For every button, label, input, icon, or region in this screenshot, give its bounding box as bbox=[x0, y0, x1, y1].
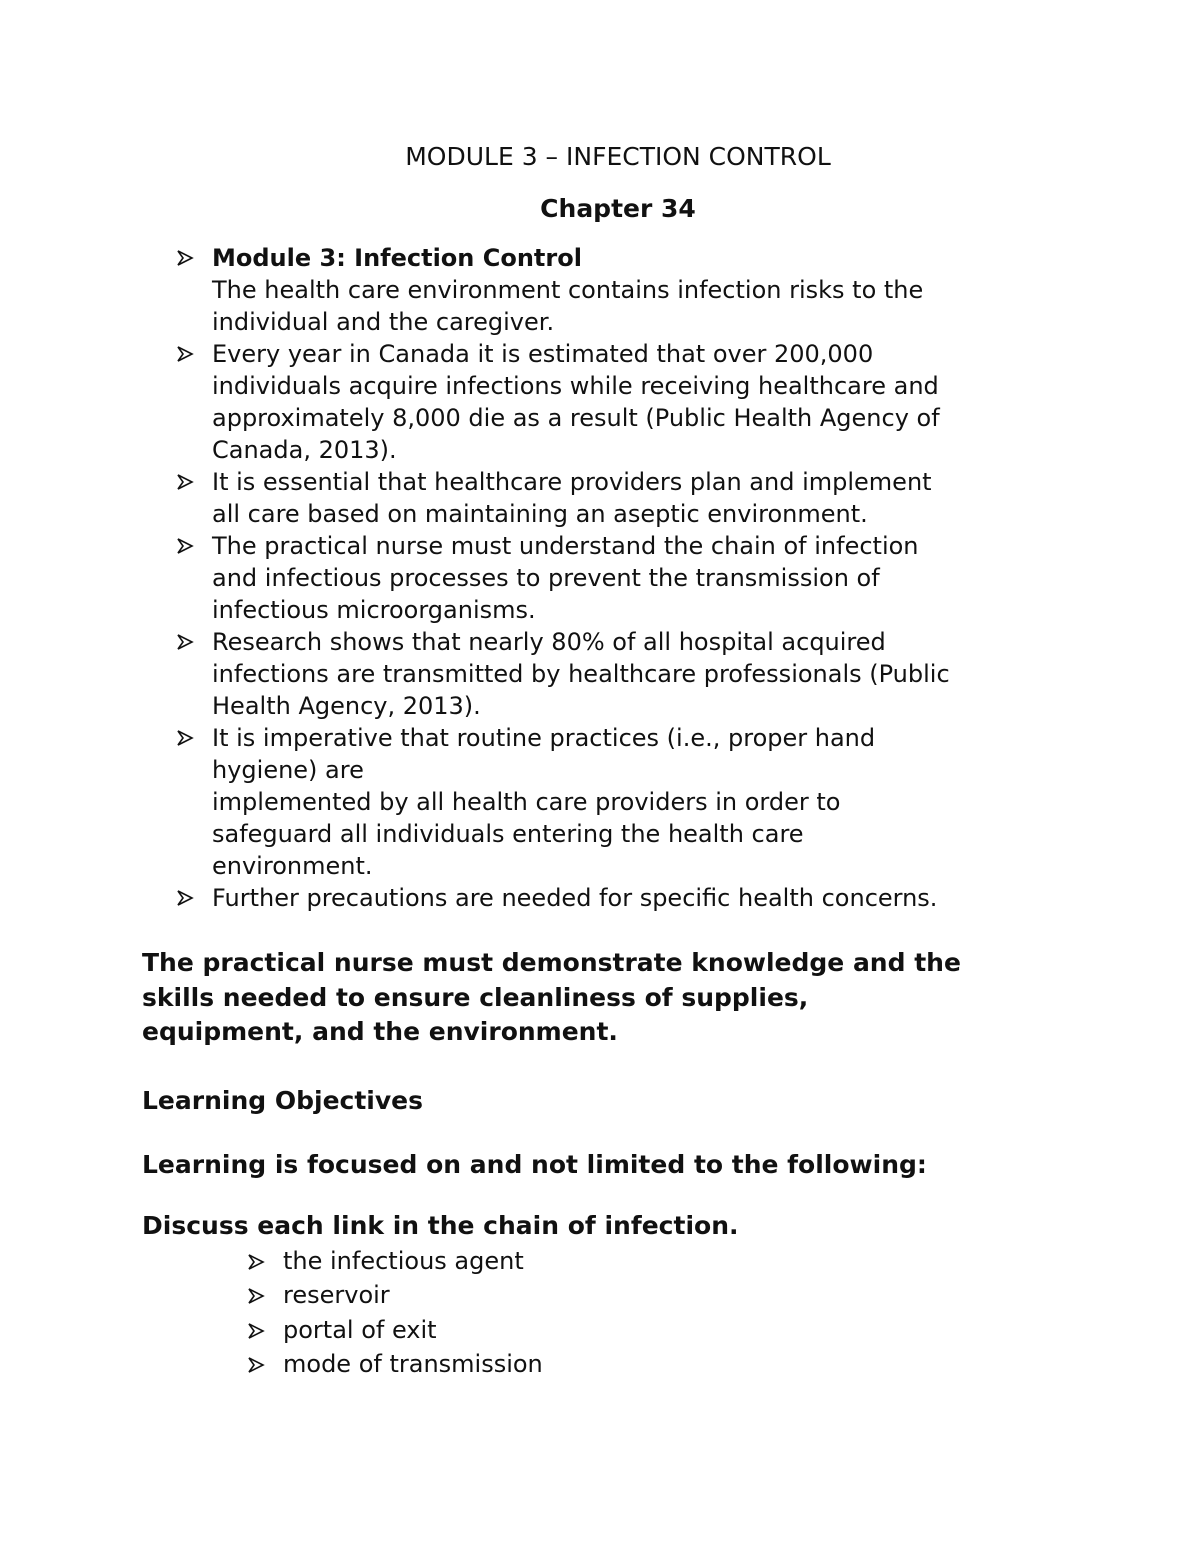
bullet-line: approximately 8,000 die as a result (Public Health Agency of bbox=[212, 404, 940, 432]
chain-link-label: the infectious agent bbox=[283, 1247, 524, 1275]
arrowhead-bullet-icon bbox=[176, 626, 200, 658]
arrowhead-bullet-icon bbox=[176, 242, 200, 274]
bullet-line: infectious microorganisms. bbox=[212, 596, 536, 624]
arrowhead-bullet-icon bbox=[247, 1347, 271, 1381]
bullet-item bbox=[0, 722, 1200, 882]
chain-link-label: mode of transmission bbox=[283, 1349, 543, 1378]
arrowhead-bullet-icon bbox=[176, 338, 200, 370]
bullet-line: Every year in Canada it is estimated that over 200,000 bbox=[212, 340, 874, 368]
bullet-item bbox=[0, 242, 1200, 338]
chain-link-item bbox=[0, 1278, 1200, 1312]
learning-objectives-heading: Learning Objectives bbox=[142, 1086, 423, 1115]
bullet-line: implemented by all health care providers in order to bbox=[212, 788, 841, 816]
bullet-line: It is essential that healthcare providers plan and implement bbox=[212, 468, 932, 496]
chain-link-label: reservoir bbox=[283, 1281, 390, 1310]
bullet-line: individuals acquire infections while receiving healthcare and bbox=[212, 372, 939, 400]
bullet-item bbox=[0, 466, 1200, 530]
emphasis-paragraph bbox=[142, 946, 961, 1050]
bullet-line: Research shows that nearly 80% of all hospital acquired bbox=[212, 628, 886, 656]
emphasis-line: equipment, and the environment. bbox=[142, 1017, 618, 1046]
chain-link-item bbox=[0, 1347, 1200, 1381]
emphasis-line: The practical nurse must demonstrate knowledge and the bbox=[142, 948, 961, 977]
bullet-line: safeguard all individuals entering the health care bbox=[212, 820, 804, 848]
chain-link-item bbox=[0, 1313, 1200, 1347]
bullet-line: Canada, 2013). bbox=[212, 436, 397, 464]
bullet-item bbox=[0, 338, 1200, 466]
chain-of-infection-heading: Discuss each link in the chain of infection. bbox=[142, 1211, 739, 1240]
bullet-line: and infectious processes to prevent the transmission of bbox=[212, 564, 880, 592]
document-title: MODULE 3 – INFECTION CONTROL bbox=[405, 142, 831, 171]
arrowhead-bullet-icon bbox=[247, 1244, 271, 1278]
bullet-line: environment. bbox=[212, 852, 373, 880]
arrowhead-bullet-icon bbox=[247, 1278, 271, 1312]
arrowhead-bullet-icon bbox=[176, 466, 200, 498]
bullet-item bbox=[0, 882, 1200, 914]
chain-link-label: portal of exit bbox=[283, 1315, 437, 1344]
bullet-line: hygiene) are bbox=[212, 756, 364, 784]
bullet-item bbox=[0, 626, 1200, 722]
bullet-heading: Module 3: Infection Control bbox=[212, 244, 582, 272]
bullet-line: The health care environment contains infection risks to the bbox=[212, 276, 924, 304]
bullet-line: The practical nurse must understand the chain of infection bbox=[212, 532, 919, 560]
bullet-line: infections are transmitted by healthcare professionals (Public bbox=[212, 660, 950, 688]
bullet-line: individual and the caregiver. bbox=[212, 308, 555, 336]
bullet-line: Health Agency, 2013). bbox=[212, 692, 481, 720]
chain-link-item bbox=[0, 1244, 1200, 1278]
learning-intro-text: Learning is focused on and not limited to the following: bbox=[142, 1150, 927, 1179]
bullet-item bbox=[0, 530, 1200, 626]
intro-bullet-list bbox=[0, 242, 1200, 914]
bullet-line: It is imperative that routine practices (i.e., proper hand bbox=[212, 724, 876, 752]
bullet-line: all care based on maintaining an aseptic environment. bbox=[212, 500, 868, 528]
arrowhead-bullet-icon bbox=[247, 1313, 271, 1347]
chain-link-list bbox=[0, 1244, 1200, 1381]
emphasis-line: skills needed to ensure cleanliness of supplies, bbox=[142, 982, 809, 1012]
arrowhead-bullet-icon bbox=[176, 882, 200, 914]
arrowhead-bullet-icon bbox=[176, 530, 200, 562]
arrowhead-bullet-icon bbox=[176, 722, 200, 754]
bullet-line: Further precautions are needed for specific health concerns. bbox=[212, 884, 938, 912]
chapter-heading: Chapter 34 bbox=[540, 194, 696, 223]
